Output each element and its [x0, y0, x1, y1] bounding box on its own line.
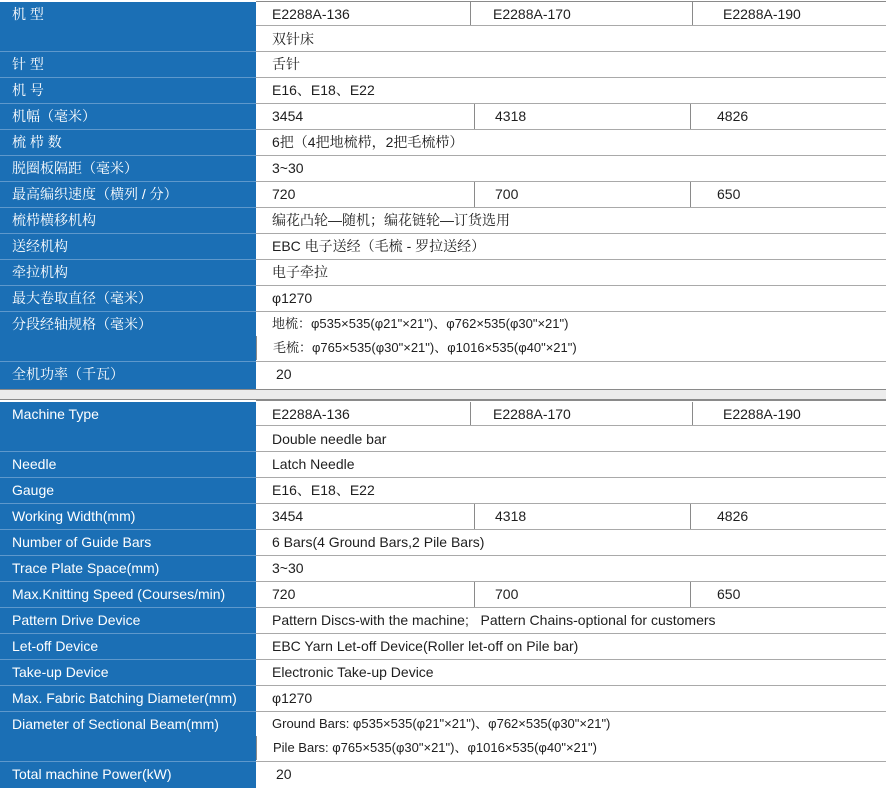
- row-gauge: [0, 78, 886, 104]
- batching-value: φ1270: [272, 690, 313, 706]
- label-guide-bars: Number of Guide Bars: [0, 530, 256, 556]
- row-speed: [0, 582, 886, 608]
- table-top-border: [256, 400, 886, 401]
- label-letoff: Let-off Device: [0, 634, 256, 660]
- takeup-value: 电子牵拉: [272, 264, 328, 280]
- values-takeup: [256, 660, 886, 686]
- values-bar-type: [256, 426, 886, 452]
- values-batching: [256, 286, 886, 312]
- width-190: 4826: [690, 104, 886, 129]
- values-power: [256, 362, 886, 389]
- guide-bars-value: 6把（4把地梳栉，2把毛梳栉）: [272, 134, 464, 150]
- values-takeup: [256, 260, 886, 286]
- label-letoff: 送经机构: [0, 234, 256, 260]
- width-136: 3454: [272, 508, 304, 524]
- row-batching: [0, 286, 886, 312]
- gauge-value: E16、E18、E22: [272, 482, 375, 498]
- values-gauge: [256, 478, 886, 504]
- row-takeup: [0, 260, 886, 286]
- values-letoff: [256, 234, 886, 260]
- row-needle: [0, 452, 886, 478]
- label-speed: 最高编织速度（横列 / 分）: [0, 182, 256, 208]
- model-190: E2288A-190: [692, 402, 886, 425]
- row-guide-bars: [0, 530, 886, 556]
- values-trace-plate: [256, 556, 886, 582]
- row-power: [0, 762, 886, 788]
- row-pattern-drive: [0, 208, 886, 234]
- model-136: E2288A-136: [272, 6, 350, 22]
- label-machine-type: 机 型: [0, 2, 256, 26]
- row-needle: [0, 52, 886, 78]
- row-pattern-drive: [0, 608, 886, 634]
- label-guide-bars: 梳 栉 数: [0, 130, 256, 156]
- row-gauge: [0, 478, 886, 504]
- speed-170: 700: [474, 582, 690, 607]
- row-speed: [0, 182, 886, 208]
- row-letoff: [0, 634, 886, 660]
- values-pattern-drive: [256, 208, 886, 234]
- speed-136: 720: [272, 186, 296, 202]
- pattern-drive-value: 编花凸轮—随机；编花链轮—订货选用: [272, 212, 510, 228]
- label-trace-plate: Trace Plate Space(mm): [0, 556, 256, 582]
- row-beam: [0, 712, 886, 762]
- row-batching: [0, 686, 886, 712]
- label-batching: Max. Fabric Batching Diameter(mm): [0, 686, 256, 712]
- pattern-drive-value: Pattern Discs-with the machine; Pattern Chains-optional for customers: [272, 612, 716, 628]
- trace-plate-value: 3~30: [272, 160, 304, 176]
- bar-type-value: Double needle bar: [272, 431, 387, 447]
- width-170: 4318: [474, 104, 690, 129]
- row-width: [0, 504, 886, 530]
- label-pattern-drive: 梳栉横移机构: [0, 208, 256, 234]
- label-needle: 针 型: [0, 52, 256, 78]
- row-beam: [0, 312, 886, 362]
- values-trace-plate: [256, 156, 886, 182]
- row-bar-type: [0, 426, 886, 452]
- values-power: [256, 762, 886, 788]
- speed-190: 650: [690, 582, 886, 607]
- label-batching: 最大卷取直径（毫米）: [0, 286, 256, 312]
- values-machine-type: [256, 2, 886, 26]
- label-machine-type-cont: [0, 426, 256, 452]
- values-pattern-drive: [256, 608, 886, 634]
- row-machine-type: [0, 402, 886, 426]
- label-machine-type: Machine Type: [0, 402, 256, 426]
- label-power: 全机功率（千瓦）: [0, 362, 256, 389]
- power-value: 20: [276, 766, 292, 782]
- label-beam: Diameter of Sectional Beam(mm): [0, 712, 256, 762]
- label-machine-type-cont: [0, 26, 256, 52]
- width-136: 3454: [272, 108, 304, 124]
- bar-type-value: 双针床: [272, 31, 314, 47]
- label-speed: Max.Knitting Speed (Courses/min): [0, 582, 256, 608]
- row-letoff: [0, 234, 886, 260]
- values-width: [256, 504, 886, 530]
- label-gauge: 机 号: [0, 78, 256, 104]
- beam-line-pile: Pile Bars: φ765×535(φ30"×21")、φ1016×535(φ40"×21"): [256, 736, 597, 760]
- label-takeup: Take-up Device: [0, 660, 256, 686]
- takeup-value: Electronic Take-up Device: [272, 664, 434, 680]
- row-takeup: [0, 660, 886, 686]
- label-width: Working Width(mm): [0, 504, 256, 530]
- label-gauge: Gauge: [0, 478, 256, 504]
- values-batching: [256, 686, 886, 712]
- needle-value: 舌针: [272, 56, 300, 72]
- speed-170: 700: [474, 182, 690, 207]
- beam-line-ground: Ground Bars: φ535×535(φ21"×21")、φ762×535(φ30"×21"): [272, 716, 611, 731]
- label-beam: 分段经轴规格（毫米）: [0, 312, 256, 362]
- values-speed: [256, 182, 886, 208]
- letoff-value: EBC Yarn Let-off Device(Roller let-off on Pile bar): [272, 638, 579, 654]
- row-trace-plate: [0, 556, 886, 582]
- values-guide-bars: [256, 130, 886, 156]
- values-machine-type: [256, 402, 886, 426]
- width-190: 4826: [690, 504, 886, 529]
- trace-plate-value: 3~30: [272, 560, 304, 576]
- beam-line-pile: 毛梳：φ765×535(φ30"×21")、φ1016×535(φ40"×21"): [256, 336, 577, 360]
- values-gauge: [256, 78, 886, 104]
- row-guide-bars: [0, 130, 886, 156]
- model-190: E2288A-190: [692, 2, 886, 25]
- model-170: E2288A-170: [470, 402, 692, 425]
- values-letoff: [256, 634, 886, 660]
- speed-190: 650: [690, 182, 886, 207]
- batching-value: φ1270: [272, 290, 313, 306]
- label-trace-plate: 脱圈板隔距（毫米）: [0, 156, 256, 182]
- label-power: Total machine Power(kW): [0, 762, 256, 788]
- row-power: [0, 362, 886, 389]
- power-value: 20: [276, 366, 292, 382]
- values-beam: [256, 712, 886, 762]
- label-needle: Needle: [0, 452, 256, 478]
- label-pattern-drive: Pattern Drive Device: [0, 608, 256, 634]
- row-bar-type: [0, 26, 886, 52]
- values-needle: [256, 452, 886, 478]
- row-trace-plate: [0, 156, 886, 182]
- row-width: [0, 104, 886, 130]
- spec-table-english: [0, 400, 886, 792]
- values-speed: [256, 582, 886, 608]
- label-takeup: 牵拉机构: [0, 260, 256, 286]
- row-machine-type: [0, 2, 886, 26]
- values-needle: [256, 52, 886, 78]
- beam-line-ground: 地梳：φ535×535(φ21"×21")、φ762×535(φ30"×21"): [272, 316, 569, 331]
- label-width: 机幅（毫米）: [0, 104, 256, 130]
- model-170: E2288A-170: [470, 2, 692, 25]
- values-width: [256, 104, 886, 130]
- gauge-value: E16、E18、E22: [272, 82, 375, 98]
- needle-value: Latch Needle: [272, 456, 355, 472]
- values-beam: [256, 312, 886, 362]
- values-guide-bars: [256, 530, 886, 556]
- width-170: 4318: [474, 504, 690, 529]
- spec-table-chinese: [0, 0, 886, 389]
- guide-bars-value: 6 Bars(4 Ground Bars,2 Pile Bars): [272, 534, 485, 550]
- model-136: E2288A-136: [272, 406, 350, 422]
- values-bar-type: [256, 26, 886, 52]
- speed-136: 720: [272, 586, 296, 602]
- table-divider: [0, 389, 886, 400]
- letoff-value: EBC 电子送经（毛梳 - 罗拉送经）: [272, 238, 486, 254]
